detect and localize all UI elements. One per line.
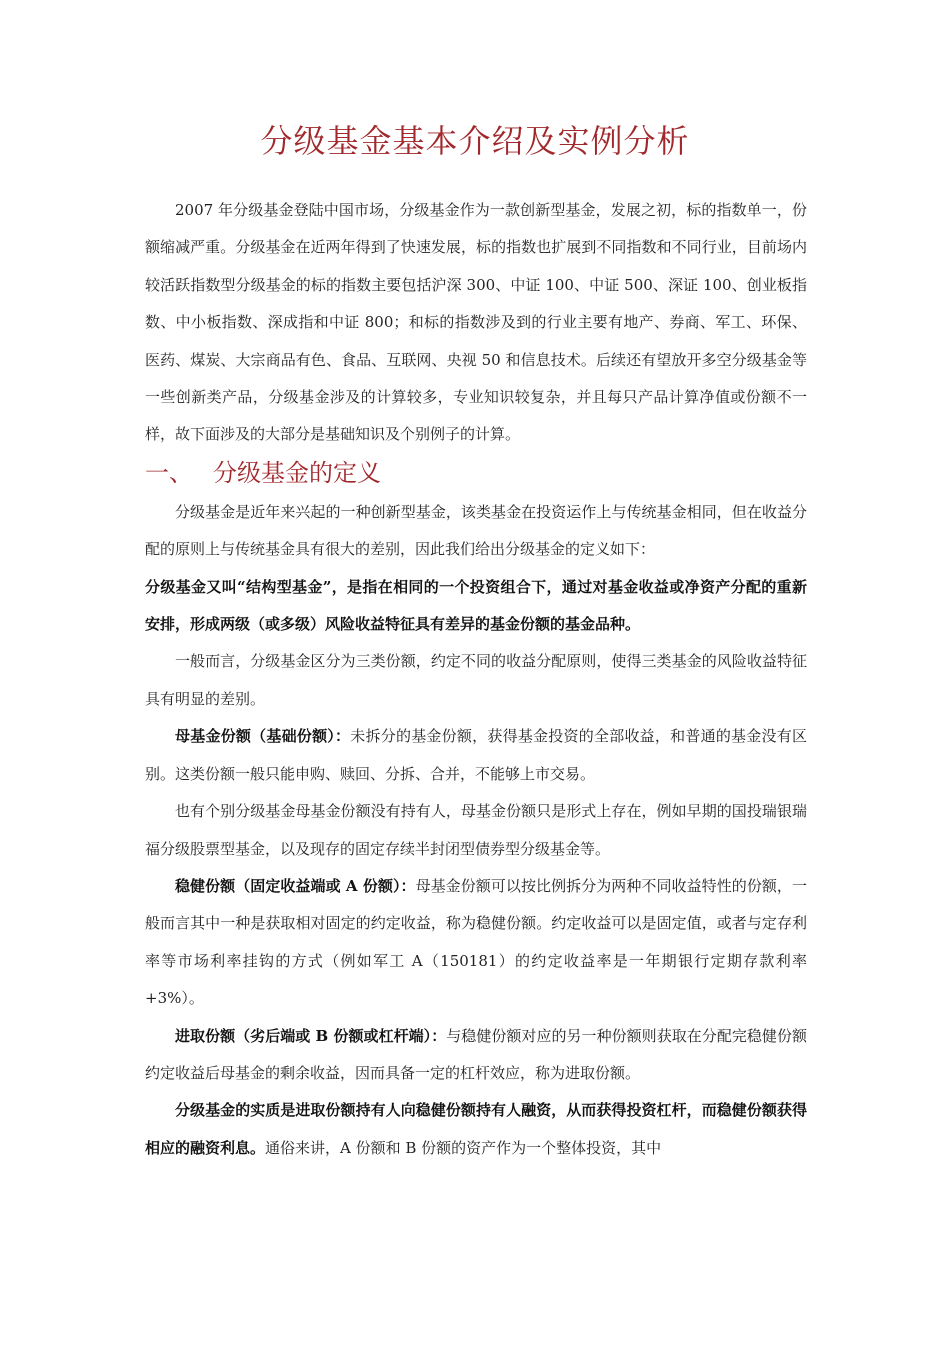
stable-share-text: 母基金份额可以按比例拆分为两种不同收益特性的份额，一般而言其中一种是获取相对固定的约定收益，称为稳健份额。约定收益可以是固定值，或者与定存利率等市场利率挂钩的方式（例如军工 A（150181）的约定收益率是一年期银行定期存款利率+3%）。 [145,876,807,1008]
essence-bold-text: 分级基金的实质是进取份额持有人向稳健份额持有人融资，从而获得投资杠杆，而稳健份额获得相应的融资利息。 [145,1101,807,1157]
aggressive-share-paragraph [145,1018,807,1093]
document-body [145,192,807,1167]
definition-bold-text: 分级基金又叫“结构型基金”，是指在相同的一个投资组合下，通过对基金收益或净资产分配的重新安排，形成两级（或多级）风险收益特征具有差异的基金份额的基金品种。 [145,577,807,634]
mother-share-text: 未拆分的基金份额，获得基金投资的全部收益，和普通的基金没有区别。这类份额一般只能申购、赎回、分拆、合并，不能够上市交易。 [145,727,807,783]
essence-paragraph [145,1092,807,1167]
definition-intro-paragraph: 分级基金是近年来兴起的一种创新型基金，该类基金在投资运作上与传统基金相同，但在收益分配的原则上与传统基金具有很大的差别，因此我们给出分级基金的定义如下： [145,502,807,559]
document-title: 分级基金基本介绍及实例分析 [260,122,690,160]
section-heading [145,448,807,498]
shares-overview-paragraph: 一般而言，分级基金区分为三类份额，约定不同的收益分配原则，使得三类基金的风险收益特征具有明显的差别。 [145,652,807,708]
section-number: 一、 [145,458,193,487]
definition-paragraph [145,569,807,644]
essence-text: 通俗来讲，A 份额和 B 份额的资产作为一个整体投资，其中 [265,1138,662,1157]
mother-share-paragraph [145,718,807,793]
aggressive-share-text: 与稳健份额对应的另一种份额则获取在分配完稳健份额约定收益后母基金的剩余收益，因而具备一定的杠杆效应，称为进取份额。 [145,1026,807,1082]
aggressive-share-label: 进取份额（劣后端或 B 份额或杠杆端）： [175,1026,447,1045]
mother-share-label: 母基金份额（基础份额）： [175,727,351,746]
stable-share-label: 稳健份额（固定收益端或 A 份额）： [175,876,416,895]
mother-share-note-paragraph: 也有个别分级基金母基金份额没有持有人，母基金份额只是形式上存在，例如早期的国投瑞银瑞福分级股票型基金，以及现存的固定存续半封闭型债券型分级基金等。 [145,802,807,858]
intro-paragraph: 2007 年分级基金登陆中国市场，分级基金作为一款创新型基金，发展之初，标的指数单一，份额缩减严重。分级基金在近两年得到了快速发展，标的指数也扩展到不同指数和不同行业，目前场内较活跃指数型分级基金的标的指数主要包括沪深 300、中证 100、中证 500、深证 100、创业板指数、中小板指数、深成指和中证 800；和标的指数涉及到的行业主要有地产、券商、军工、环保、医药、煤炭、大宗商品有色、食品、互联网、央视 50 和信息技术。后续还有望放开多空分级基金等一些创新类产品，分级基金涉及的计算较多，专业知识较复杂，并且每只产品计算净值或份额不一样，故下面涉及的大部分是基础知识及个别例子的计算。 [145,201,807,444]
stable-share-paragraph [145,868,807,1018]
section-title: 分级基金的定义 [213,458,381,487]
